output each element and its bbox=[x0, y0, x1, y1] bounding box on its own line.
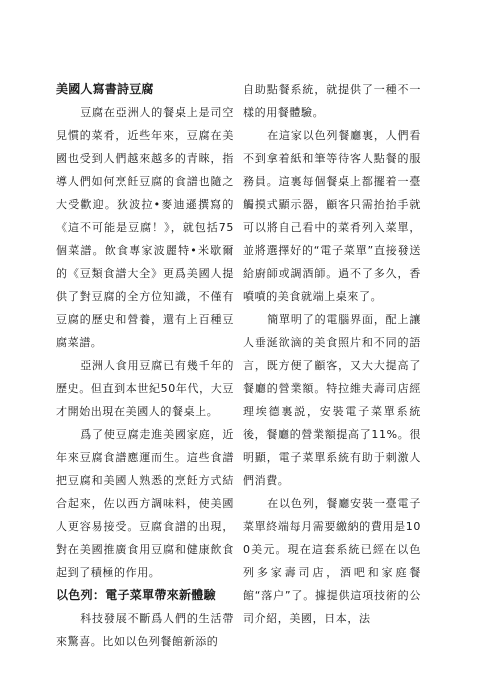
body-paragraph: 在這家以色列餐廳裏，人們看不到拿着紙和筆等待客人點餐的服務員。這裏每個餐桌上都擺着一臺觸摸式顯示器，顧客只需抬抬手就可以將自己看中的菜肴列入菜單，並將選擇好的“電子菜單”直接發送給廚師或調酒師。過不了多久，香噴噴的美食就端上桌來了。 bbox=[243, 129, 421, 303]
article-title: 美國人寫書詩豆腐 bbox=[56, 82, 154, 96]
section-subheading: 以色列：電子菜單帶來新體驗 bbox=[56, 588, 216, 602]
right-column bbox=[243, 78, 421, 630]
body-paragraph: 科技發展不斷爲人們的生活帶來驚喜。比如以色列餐館新添的 bbox=[56, 612, 234, 648]
left-column bbox=[56, 78, 234, 653]
body-paragraph: 在以色列，餐廳安裝一臺電子菜單終端每月需要繳納的費用是100美元。現在這套系統已經在以色列多家壽司店，酒吧和家庭餐館“落户”了。據提供這項技術的公司介紹，美國，日本，法 bbox=[243, 497, 421, 625]
continued-paragraph: 自助點餐系統，就提供了一種不一樣的用餐體驗。 bbox=[243, 83, 421, 119]
body-paragraph: 爲了使豆腐走進美國家庭，近年來豆腐食譜應運而生。這些食譜把豆腐和美國人熟悉的烹飪方式結合起來，佐以西方調味料，使美國人更容易接受。豆腐食譜的出現，對在美國推廣食用豆腐和健康飲食起到了積極的作用。 bbox=[56, 428, 234, 579]
body-paragraph: 亞洲人食用豆腐已有幾千年的歷史。但直到本世紀50年代，大豆才開始出現在美國人的餐桌上。 bbox=[56, 359, 234, 418]
body-paragraph: 簡單明了的電腦界面，配上讓人垂涎欲滴的美食照片和不同的語言，既方便了顧客，又大大提高了餐廳的營業額。特拉維夫壽司店經理埃德裏説，安裝電子菜單系統後，餐廳的營業額提高了11%。很明顯，電子菜單系統有助于刺激人們消費。 bbox=[243, 313, 421, 487]
body-paragraph: 豆腐在亞洲人的餐桌上是司空見慣的菜肴，近些年來，豆腐在美國也受到人們越來越多的青睞，指導人們如何烹飪豆腐的食譜也隨之大受歡迎。狄波拉•麥迪遜撰寫的《這不可能是豆腐！》，就包括75個菜譜。飲食專家波麗特•米歇爾的《豆類食譜大全》更爲美國人提供了對豆腐的全方位知識，不僅有豆腐的歷史和營養，還有上百種豆腐菜譜。 bbox=[56, 106, 234, 349]
